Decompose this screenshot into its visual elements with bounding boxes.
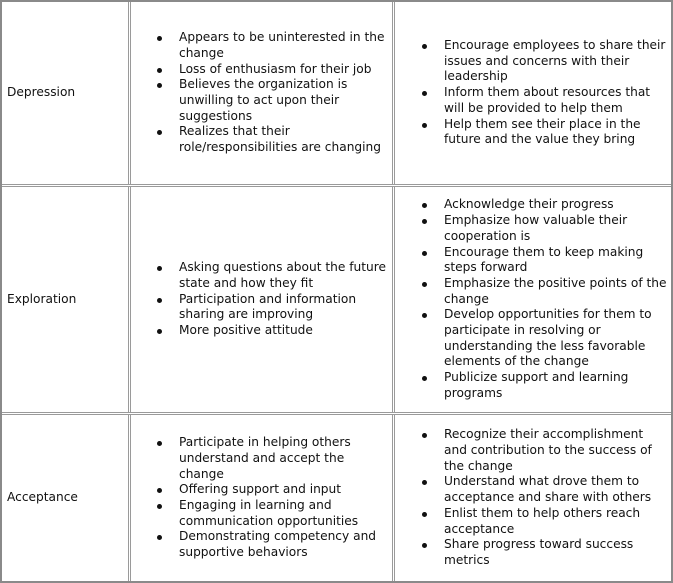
stage-cell: [2, 2, 128, 184]
actions-cell: [392, 187, 671, 412]
stage-cell: [2, 187, 128, 412]
stage-label-exploration: Exploration: [7, 291, 77, 306]
stage-label-depression: Depression: [7, 85, 76, 100]
list-item: Encourage employees to share their issues and concerns with their leadership: [444, 38, 669, 85]
list-item: Help them see their place in the future and the value they bring: [444, 117, 669, 148]
stage-cell: [2, 415, 128, 581]
list-item: Develop opportunities for them to participate in resolving or understanding the less favorable elements of the change: [444, 307, 669, 370]
list-item: Offering support and input: [179, 482, 389, 498]
list-item: Acknowledge their progress: [444, 197, 669, 213]
list-item: Realizes that their role/responsibilities are changing: [179, 124, 389, 155]
list-item: Engaging in learning and communication opportunities: [179, 498, 389, 529]
list-item: Believes the organization is unwilling to act upon their suggestions: [179, 77, 389, 124]
list-item: Encourage them to keep making steps forward: [444, 245, 669, 276]
list-item: Inform them about resources that will be provided to help them: [444, 85, 669, 116]
list-item: Enlist them to help others reach acceptance: [444, 506, 669, 537]
list-item: Demonstrating competency and supportive behaviors: [179, 529, 389, 560]
characteristics-list: [131, 260, 389, 339]
actions-cell: [392, 2, 671, 184]
actions-list: [395, 427, 669, 568]
list-item: Asking questions about the future state and how they fit: [179, 260, 389, 291]
list-item: Understand what drove them to acceptance and share with others: [444, 474, 669, 505]
actions-cell: [392, 415, 671, 581]
characteristics-cell: [128, 187, 392, 412]
list-item: Emphasize the positive points of the change: [444, 276, 669, 307]
list-item: Participation and information sharing are improving: [179, 292, 389, 323]
stage-label-acceptance: Acceptance: [7, 490, 78, 505]
list-item: Recognize their accomplishment and contribution to the success of the change: [444, 427, 669, 474]
list-item: More positive attitude: [179, 323, 389, 339]
characteristics-list: [131, 30, 389, 156]
list-item: Loss of enthusiasm for their job: [179, 62, 389, 78]
table-row-exploration: [2, 184, 671, 412]
list-item: Share progress toward success metrics: [444, 537, 669, 568]
characteristics-cell: [128, 2, 392, 184]
list-item: Publicize support and learning programs: [444, 370, 669, 401]
list-item: Appears to be uninterested in the change: [179, 30, 389, 61]
characteristics-cell: [128, 415, 392, 581]
list-item: Emphasize how valuable their cooperation is: [444, 213, 669, 244]
characteristics-list: [131, 435, 389, 561]
table-row-depression: [2, 2, 671, 184]
actions-list: [395, 38, 669, 148]
table-row-acceptance: [2, 412, 671, 581]
actions-list: [395, 197, 669, 401]
list-item: Participate in helping others understand and accept the change: [179, 435, 389, 482]
